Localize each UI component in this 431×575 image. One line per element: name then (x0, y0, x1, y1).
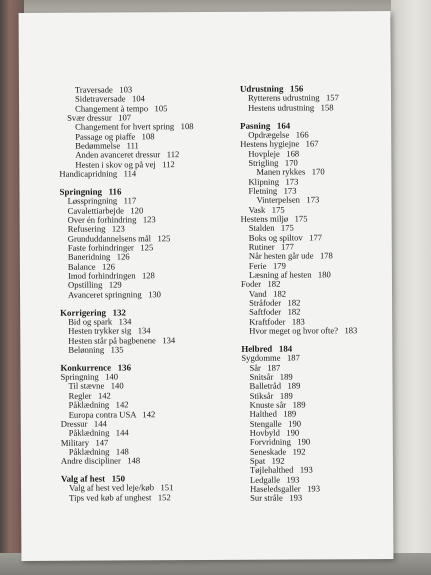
toc-entry: Rutiner 177 (248, 241, 294, 252)
toc-entry: Military 147 (60, 437, 109, 448)
toc-entry: Anden avanceret dressur 112 (75, 149, 180, 161)
toc-entry: Kraftfoder 183 (249, 316, 305, 327)
toc-entry: Stalden 175 (248, 222, 294, 234)
toc-entry: Vask 175 (248, 204, 285, 215)
toc-entry: Fletning 173 (248, 185, 297, 196)
toc-entry: Avanceret springning 130 (68, 288, 161, 300)
toc-entry: Manen rykkes 170 (256, 166, 325, 177)
toc-entry: Hestens miljø 175 (240, 213, 308, 224)
toc-entry: Seneskade 192 (249, 446, 306, 457)
toc-entry: Saftfoder 182 (249, 306, 301, 318)
toc-entry: Tips ved køb af unghest 152 (69, 491, 171, 503)
toc-entry: Over én forhindring 123 (67, 214, 156, 225)
toc-entry: Sur stråle 193 (250, 492, 303, 504)
toc-entry: Hestens hygiejne 167 (240, 138, 319, 150)
toc-entry: Andre discipliner 148 (60, 455, 141, 466)
toc-entry: Changement for hvert spring 108 (75, 121, 194, 133)
toc-entry: Hovbyld 190 (249, 427, 300, 438)
toc-entry: Til stævne 140 (68, 380, 124, 392)
toc-entry: Faste forhindringer 125 (67, 242, 154, 253)
toc-section-heading: Valg af hest 150 (60, 473, 126, 484)
toc-entry: Handicapridning 114 (59, 168, 137, 179)
toc-entry: Foder 182 (240, 278, 281, 290)
toc-entry: Forvridning 190 (249, 436, 311, 448)
toc-entry: Haseledsgaller 193 (250, 483, 321, 494)
book-page (19, 11, 394, 561)
toc-section-heading: Korrigering 132 (60, 306, 126, 318)
toc-entry: Hesten står på bagbenene 134 (68, 334, 176, 346)
toc-entry: Løsspringning 117 (67, 195, 137, 207)
toc-entry: Hestens udrustning 158 (248, 102, 334, 113)
toc-entry: Strigling 170 (248, 157, 298, 168)
toc-entry: Cavalettiarbejde 120 (67, 204, 144, 216)
toc-section-heading: Konkurrence 136 (60, 362, 132, 373)
toc-entry: Påklædning 144 (68, 427, 129, 438)
toc-entry: Hvor meget og hvor ofte? 183 (249, 325, 358, 336)
toc-entry: Stiksår 189 (249, 390, 293, 401)
toc-entry: Hovpleje 168 (248, 148, 300, 159)
toc-entry: Halthed 189 (249, 408, 297, 420)
toc-entry: Valg af hest ved leje/køb 151 (69, 482, 174, 494)
toc-section-heading: Udrustning 156 (239, 83, 304, 94)
toc-entry: Bid og spark 134 (68, 316, 132, 327)
toc-entry: Snitsår 189 (249, 371, 293, 382)
toc-entry: Vand 182 (249, 288, 287, 299)
toc-entry: Regler 142 (68, 390, 111, 401)
toc-entry: Klipning 173 (248, 176, 299, 187)
toc-section-heading: Helbred 184 (241, 343, 293, 354)
toc-entry: Grunduddannelsens mål 125 (67, 232, 171, 244)
toc-entry: Sår 187 (249, 362, 281, 373)
toc-entry: Sygdomme 187 (241, 352, 300, 364)
toc-entry: Imod forhindringen 128 (67, 270, 155, 281)
toc-entry: Opstilling 129 (67, 279, 122, 291)
toc-right-column (240, 84, 392, 504)
toc-entry: Baneridning 126 (67, 251, 130, 263)
toc-entry: Læsning af hesten 180 (248, 269, 331, 280)
toc-entry: Dressur 144 (60, 418, 107, 429)
toc-entry: Stråfoder 182 (249, 297, 301, 308)
toc-section-heading: Pasning 164 (240, 120, 291, 131)
toc-entry: Balletråd 189 (249, 380, 301, 392)
toc-entry: Hesten trykker sig 134 (68, 325, 151, 336)
toc-entry: Balance 126 (67, 261, 115, 272)
toc-section-heading: Springning 116 (59, 186, 122, 197)
toc-entry: Ledgalle 193 (249, 474, 300, 485)
toc-entry: Vinterpelsen 173 (256, 194, 320, 206)
toc-entry: Changement à tempo 105 (75, 102, 168, 114)
toc-entry: Refusering 123 (67, 223, 125, 235)
toc-entry: Bedømmelse 111 (75, 140, 139, 151)
toc-entry: Påklædning 142 (68, 399, 129, 410)
toc-entry: Påklædning 148 (68, 446, 129, 457)
toc-entry: Boks og spiltov 177 (248, 232, 323, 243)
toc-entry: Passage og piaffe 108 (75, 130, 155, 142)
toc-entry: Ferie 179 (248, 260, 286, 271)
toc-entry: Belønning 135 (68, 344, 124, 355)
toc-entry: Springning 140 (60, 371, 119, 382)
toc-entry: Stengalle 190 (249, 418, 302, 429)
toc-entry: Knuste sår 189 (249, 399, 306, 410)
toc-entry: Europa contra USA 142 (68, 408, 156, 420)
toc-entry: Opdrægelse 166 (248, 129, 309, 140)
toc-entry: Traversade 103 (74, 84, 133, 95)
toc-left-column (59, 85, 236, 503)
toc-entry: Rytterens udrustning 157 (247, 92, 339, 104)
toc-entry: Tøjlehalthed 193 (249, 464, 313, 476)
toc-entry: Hesten i skov og på vej 112 (75, 158, 175, 170)
toc-entry: Når hesten går ude 178 (248, 250, 333, 262)
toc-entry: Svær dressur 107 (67, 112, 132, 123)
toc-entry: Sidetraversade 104 (74, 93, 145, 105)
toc-entry: Spat 192 (249, 455, 285, 466)
adjacent-page (391, 0, 431, 575)
